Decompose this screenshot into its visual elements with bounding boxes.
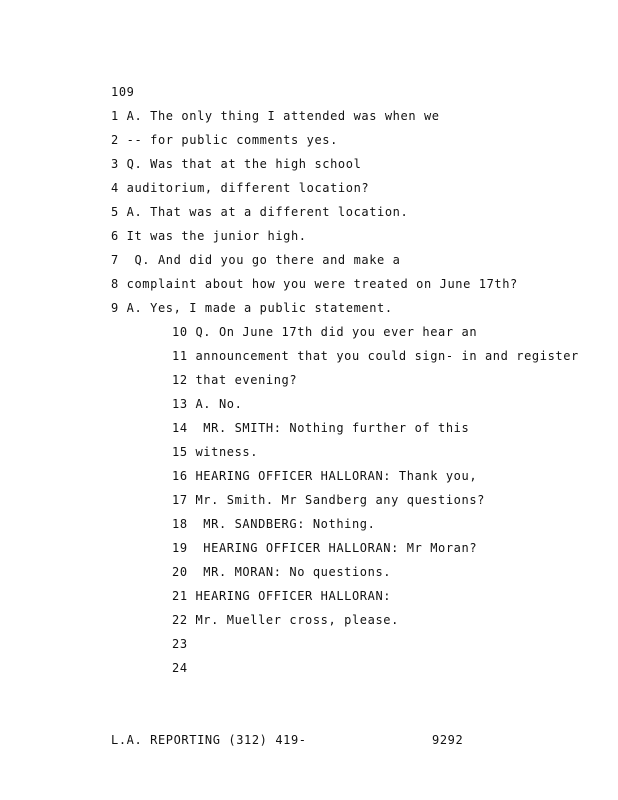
transcript-line: 23 [172, 637, 188, 651]
transcript-line: 9 A. Yes, I made a public statement. [111, 301, 393, 315]
transcript-line: 11 announcement that you could sign- in and register [172, 349, 579, 363]
transcript-line: 10 Q. On June 17th did you ever hear an [172, 325, 478, 339]
transcript-line: 6 It was the junior high. [111, 229, 307, 243]
transcript-line: 15 witness. [172, 445, 259, 459]
page-number: 109 [111, 85, 135, 99]
transcript-line: 22 Mr. Mueller cross, please. [172, 613, 399, 627]
transcript-line: 8 complaint about how you were treated on June 17th? [111, 277, 518, 291]
transcript-line: 19 HEARING OFFICER HALLORAN: Mr Moran? [172, 541, 478, 555]
footer-reporter: L.A. REPORTING (312) 419- [111, 733, 307, 747]
transcript-line: 18 MR. SANDBERG: Nothing. [172, 517, 376, 531]
transcript-line: 21 HEARING OFFICER HALLORAN: [172, 589, 392, 603]
transcript-line: 20 MR. MORAN: No questions. [172, 565, 392, 579]
transcript-line: 16 HEARING OFFICER HALLORAN: Thank you, [172, 469, 478, 483]
transcript-line: 5 A. That was at a different location. [111, 205, 409, 219]
transcript-line: 4 auditorium, different location? [111, 181, 370, 195]
transcript-line: 3 Q. Was that at the high school [111, 157, 362, 171]
footer-number: 9292 [432, 733, 464, 747]
transcript-line: 7 Q. And did you go there and make a [111, 253, 401, 267]
transcript-line: 12 that evening? [172, 373, 298, 387]
transcript-line: 1 A. The only thing I attended was when we [111, 109, 440, 123]
transcript-line: 14 MR. SMITH: Nothing further of this [172, 421, 470, 435]
transcript-line: 17 Mr. Smith. Mr Sandberg any questions? [172, 493, 485, 507]
transcript-line: 2 -- for public comments yes. [111, 133, 338, 147]
transcript-line: 24 [172, 661, 188, 675]
transcript-line: 13 A. No. [172, 397, 243, 411]
